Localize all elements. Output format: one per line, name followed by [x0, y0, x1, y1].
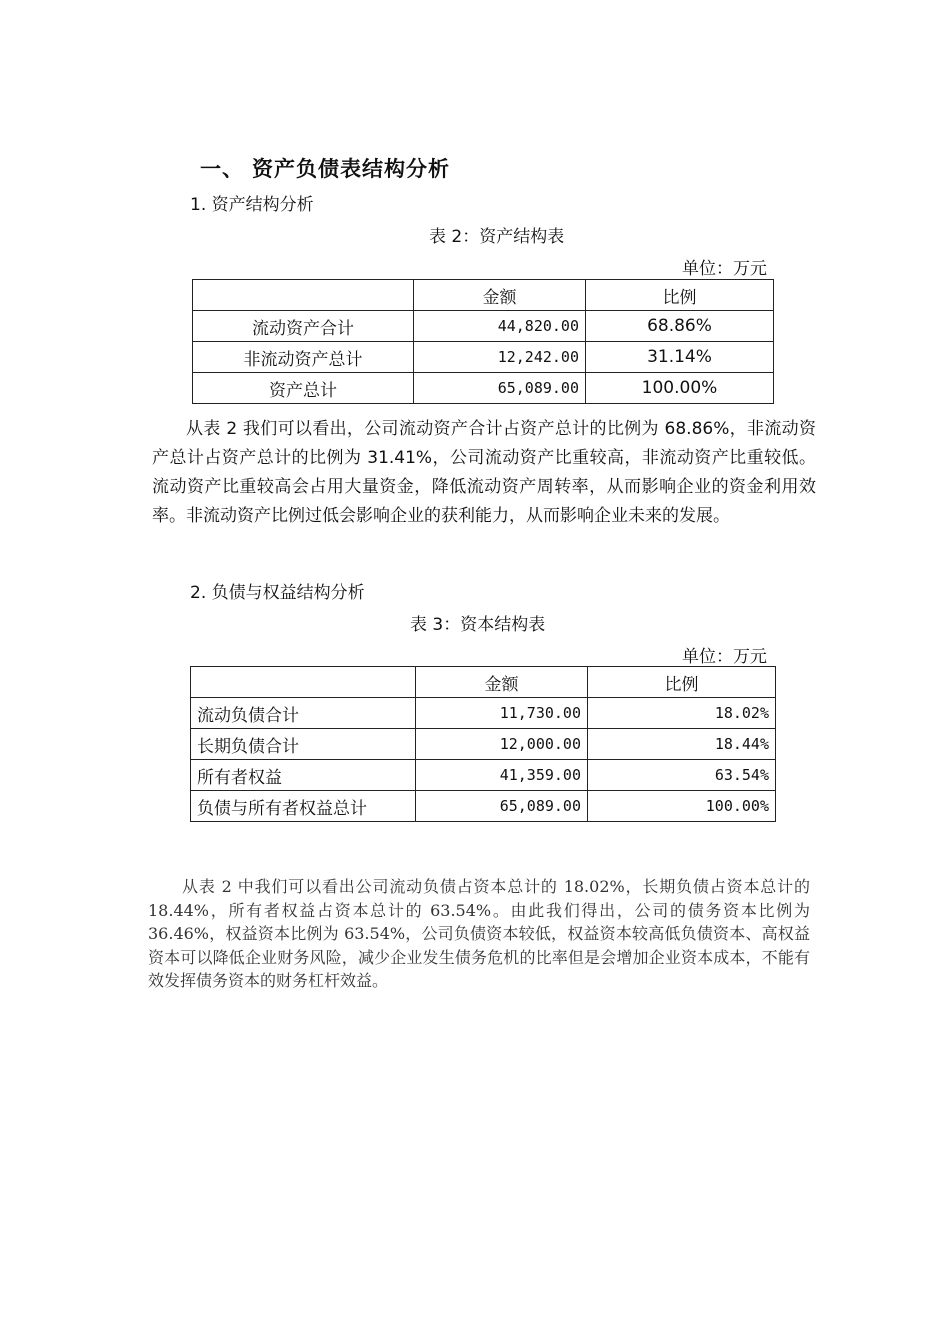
capital-structure-table [190, 666, 776, 822]
table-row [191, 729, 776, 760]
section-heading [200, 153, 450, 183]
amount-cell: 12,000.00 [416, 729, 588, 760]
subsection-title-1: 1. 资产结构分析 [190, 195, 314, 215]
ratio-cell: 63.54% [588, 760, 776, 791]
ratio-cell: 100.00% [588, 791, 776, 822]
unit-label-2: 单位：万元 [682, 647, 767, 667]
analysis-paragraph-1: 从表 2 我们可以看出，公司流动资产合计占资产总计的比例为 68.86%，非流动资产总计占资产总计的比例为 31.41%，公司流动资产比重较高，非流动资产比重较低。流动资产比重较高会占用大量资金，降低流动资产周转率，从而影响企业的资金利用效率。非流动资产比例过低会影响企业的获利能力，从而影响企业未来的发展。 [152, 419, 816, 526]
analysis-paragraph-2: 从表 2 中我们可以看出公司流动负债占资本总计的 18.02%，长期负债占资本总计的 18.44%，所有者权益占资本总计的 63.54%。由此我们得出，公司的债务资本比例为 36.46%，权益资本比例为 63.54%，公司负债资本较低，权益资本较高低负债资本、高权益资本可以降低企业财务风险，减少企业发生债务危机的比率但是会增加企业资本成本，不能有效发挥债务资本的财务杠杆效益。 [148, 877, 810, 990]
row-label: 流动负债合计 [191, 698, 416, 729]
amount-cell: 65,089.00 [416, 791, 588, 822]
table-row [193, 342, 774, 373]
table-row [193, 373, 774, 404]
amount-cell: 41,359.00 [416, 760, 588, 791]
heading-title: 资产负债表结构分析 [252, 157, 450, 181]
table-row [191, 698, 776, 729]
header-cell: 比例 [588, 667, 776, 698]
amount-cell: 44,820.00 [414, 311, 586, 342]
ratio-cell: 31.14% [586, 342, 774, 373]
table-header-row [191, 667, 776, 698]
header-cell: 金额 [414, 280, 586, 311]
row-label: 资产总计 [193, 373, 414, 404]
table-caption-1: 表 2：资产结构表 [429, 227, 565, 247]
header-cell: 比例 [586, 280, 774, 311]
row-label: 负债与所有者权益总计 [191, 791, 416, 822]
row-label: 非流动资产总计 [193, 342, 414, 373]
table-row [191, 760, 776, 791]
ratio-cell: 18.02% [588, 698, 776, 729]
ratio-cell: 68.86% [586, 311, 774, 342]
subsection-title-2: 2. 负债与权益结构分析 [190, 583, 365, 603]
table-caption-2: 表 3：资本结构表 [410, 615, 546, 635]
ratio-cell: 18.44% [588, 729, 776, 760]
header-cell [191, 667, 416, 698]
amount-cell: 11,730.00 [416, 698, 588, 729]
unit-label-1: 单位：万元 [682, 259, 767, 279]
amount-cell: 12,242.00 [414, 342, 586, 373]
header-cell [193, 280, 414, 311]
amount-cell: 65,089.00 [414, 373, 586, 404]
ratio-cell: 100.00% [586, 373, 774, 404]
table-row [193, 311, 774, 342]
row-label: 所有者权益 [191, 760, 416, 791]
asset-structure-table [192, 279, 774, 404]
table-row [191, 791, 776, 822]
row-label: 长期负债合计 [191, 729, 416, 760]
header-cell: 金额 [416, 667, 588, 698]
table-header-row [193, 280, 774, 311]
heading-number: 一、 [200, 157, 244, 181]
row-label: 流动资产合计 [193, 311, 414, 342]
